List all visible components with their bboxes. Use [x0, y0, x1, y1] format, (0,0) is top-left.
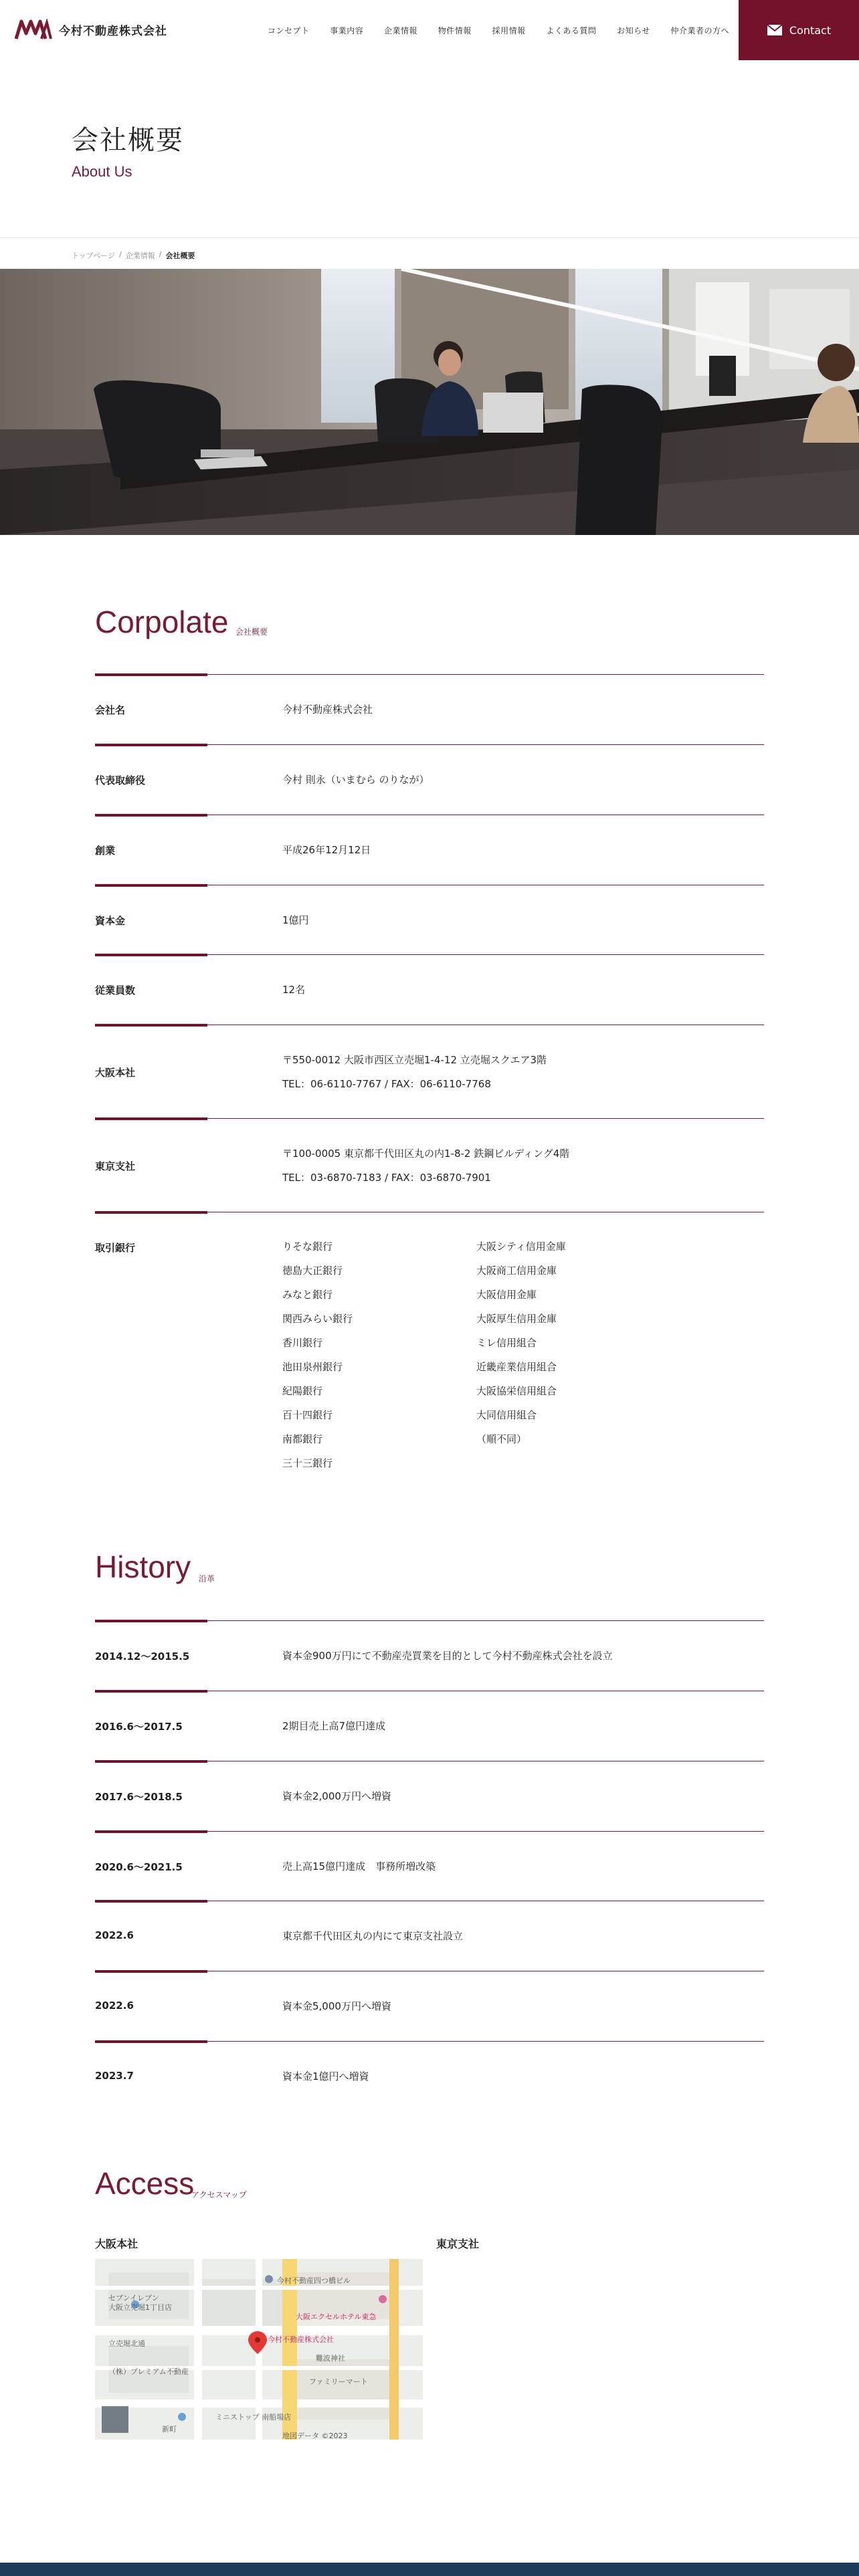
bank-item: りそな銀行	[282, 1241, 333, 1253]
history-row	[95, 1761, 764, 1831]
row-label: 創業	[95, 845, 116, 857]
history-row	[95, 1691, 764, 1761]
office-illustration	[0, 269, 859, 535]
row-value: 平成26年12月12日	[282, 844, 371, 856]
logo-mark-icon	[15, 19, 52, 40]
row-label: 従業員数	[95, 984, 136, 996]
nav-news[interactable]: お知らせ	[617, 25, 650, 35]
map-pin-label: 今村不動産株式会社	[268, 2335, 334, 2344]
bank-item: 関西みらい銀行	[282, 1313, 353, 1325]
info-row	[95, 674, 764, 744]
info-row	[95, 885, 764, 954]
history-text: 資本金900万円にて不動産売買業を目的として今村不動産株式会社を設立	[282, 1650, 613, 1662]
breadcrumb-current: 会社概要	[165, 251, 195, 260]
history-date: 2020.6～2021.5	[95, 1861, 183, 1873]
row-label: 会社名	[95, 704, 126, 716]
bank-item: 大阪厚生信用金庫	[476, 1313, 557, 1325]
history-date: 2016.6～2017.5	[95, 1721, 183, 1733]
bank-item: ミレ信用組合	[476, 1337, 537, 1349]
map-label-family: ファミリーマート	[309, 2377, 368, 2386]
row-value: 今村 則永（いまむら のりなが）	[282, 774, 430, 786]
osaka-map[interactable]	[95, 2259, 423, 2440]
site-logo[interactable]	[15, 19, 167, 40]
footer-image-strip	[0, 2563, 859, 2576]
row-value: TEL：03-6870-7183 / FAX：03-6870-7901	[282, 1172, 491, 1184]
nav-concept[interactable]: コンセプト	[268, 25, 310, 35]
info-row	[95, 1025, 764, 1118]
bank-column-credit	[476, 1235, 670, 1475]
access-heading-sub: アクセスマップ	[191, 2190, 247, 2199]
map-label-imamura4: 今村不動産四つ橋ビル	[277, 2276, 351, 2285]
breadcrumb	[72, 250, 195, 261]
bank-list	[282, 1235, 670, 1475]
bank-item: 紀陽銀行	[282, 1385, 323, 1397]
history-date: 2017.6～2018.5	[95, 1791, 183, 1803]
row-value: 〒550-0012 大阪市西区立売堀1-4-12 立売堀スクエア3階	[282, 1054, 547, 1066]
row-value: 12名	[282, 984, 306, 996]
history-text: 売上高15億円達成 事務所増改築	[282, 1860, 436, 1872]
map-label-nanba: 難波神社	[316, 2354, 345, 2363]
access-heading: Access	[95, 2166, 195, 2201]
breadcrumb-sep: /	[119, 250, 122, 259]
history-text: 資本金5,000万円へ増資	[282, 2000, 391, 2012]
bank-item: 徳島大正銀行	[282, 1265, 343, 1277]
map-label-seven: セブンイレブン	[108, 2294, 159, 2302]
map-label-premium: （株）プレミアム不動産	[108, 2367, 189, 2376]
row-label: 代表取締役	[95, 774, 146, 786]
row-label: 取引銀行	[95, 1242, 136, 1254]
corporate-heading-sub: 会社概要	[235, 627, 268, 637]
history-date: 2014.12～2015.5	[95, 1650, 190, 1662]
bank-item: 大同信用組合	[476, 1409, 537, 1421]
contact-button[interactable]	[739, 0, 859, 60]
info-row	[95, 815, 764, 885]
row-value: 〒100-0005 東京都千代田区丸の内1-8-2 鉄鋼ビルディング4階	[282, 1148, 570, 1160]
map-label-seven-branch: 大阪立売堀1丁目店	[108, 2303, 172, 2312]
bank-item: 大阪商工信用金庫	[476, 1265, 557, 1277]
breadcrumb-sep: /	[159, 250, 162, 259]
nav-business[interactable]: 事業内容	[330, 25, 364, 35]
history-date: 2022.6	[95, 2000, 134, 2012]
map-label-tatsu: 立売堀北通	[108, 2339, 145, 2348]
map-label-ministop: ミニストップ 南船場店	[215, 2413, 292, 2422]
history-heading-sub: 沿革	[199, 1574, 215, 1584]
info-row	[95, 744, 764, 815]
bank-item: 大阪信用金庫	[476, 1289, 537, 1301]
history-date: 2023.7	[95, 2070, 134, 2082]
page-title: 会社概要	[72, 125, 184, 156]
history-text: 2期目売上高7億円達成	[282, 1720, 386, 1732]
bank-item: 大阪シティ信用金庫	[476, 1241, 566, 1253]
bank-item: 百十四銀行	[282, 1409, 333, 1421]
tokyo-office-label: 東京支社	[436, 2238, 480, 2250]
logo-text: 今村不動産株式会社	[59, 24, 167, 38]
nav-recruit[interactable]: 採用情報	[492, 25, 526, 35]
map-label-hotel: 大阪エクセルホテル東急	[296, 2313, 377, 2321]
row-label: 大阪本社	[95, 1067, 136, 1079]
history-row	[95, 1831, 764, 1901]
history-text: 資本金1億円へ増資	[282, 2070, 369, 2082]
bank-column-banks	[282, 1235, 476, 1475]
history-date: 2022.6	[95, 1929, 134, 1941]
row-value: 1億円	[282, 914, 309, 926]
history-text: 東京都千代田区丸の内にて東京支社設立	[282, 1930, 464, 1942]
row-value: TEL：06-6110-7767 / FAX：06-6110-7768	[282, 1078, 491, 1090]
bank-item: 南都銀行	[282, 1433, 323, 1445]
breadcrumb-divider	[0, 237, 859, 238]
breadcrumb-company[interactable]: 企業情報	[125, 251, 155, 260]
contact-label: Contact	[789, 23, 832, 37]
mail-icon	[767, 24, 783, 36]
info-row	[95, 1118, 764, 1212]
map-label-shinmachi: 新町	[162, 2425, 177, 2434]
row-label: 資本金	[95, 915, 126, 927]
osaka-office-label: 大阪本社	[95, 2238, 138, 2250]
bank-item: 三十三銀行	[282, 1457, 333, 1469]
nav-faq[interactable]: よくある質問	[546, 25, 597, 35]
history-row	[95, 1971, 764, 2041]
info-row-banks	[95, 1212, 764, 1479]
nav-company[interactable]: 企業情報	[384, 25, 418, 35]
site-header	[0, 0, 859, 60]
breadcrumb-home[interactable]: トップページ	[72, 251, 116, 260]
history-row	[95, 2041, 764, 2111]
nav-brokers[interactable]: 仲介業者の方へ	[670, 25, 729, 35]
bank-item: 近畿産業信用組合	[476, 1361, 557, 1373]
history-row	[95, 1901, 764, 1971]
corporate-heading: Corpolate	[95, 605, 229, 639]
map-copyright: 地図データ ©2023	[282, 2432, 348, 2440]
history-row	[95, 1620, 764, 1691]
bank-item: 香川銀行	[282, 1337, 323, 1349]
row-label: 東京支社	[95, 1160, 136, 1172]
bank-item: （順不同）	[476, 1433, 527, 1445]
info-row	[95, 954, 764, 1025]
bank-item: 池田泉州銀行	[282, 1361, 343, 1373]
global-nav	[268, 0, 729, 60]
bank-item: みなと銀行	[282, 1289, 333, 1301]
hero-office-photo	[0, 269, 859, 535]
history-heading: History	[95, 1549, 191, 1584]
history-text: 資本金2,000万円へ増資	[282, 1790, 391, 1802]
row-value: 今村不動産株式会社	[282, 704, 373, 716]
nav-properties[interactable]: 物件情報	[438, 25, 472, 35]
bank-item: 大阪協栄信用組合	[476, 1385, 557, 1397]
page-subtitle: About Us	[72, 163, 132, 180]
